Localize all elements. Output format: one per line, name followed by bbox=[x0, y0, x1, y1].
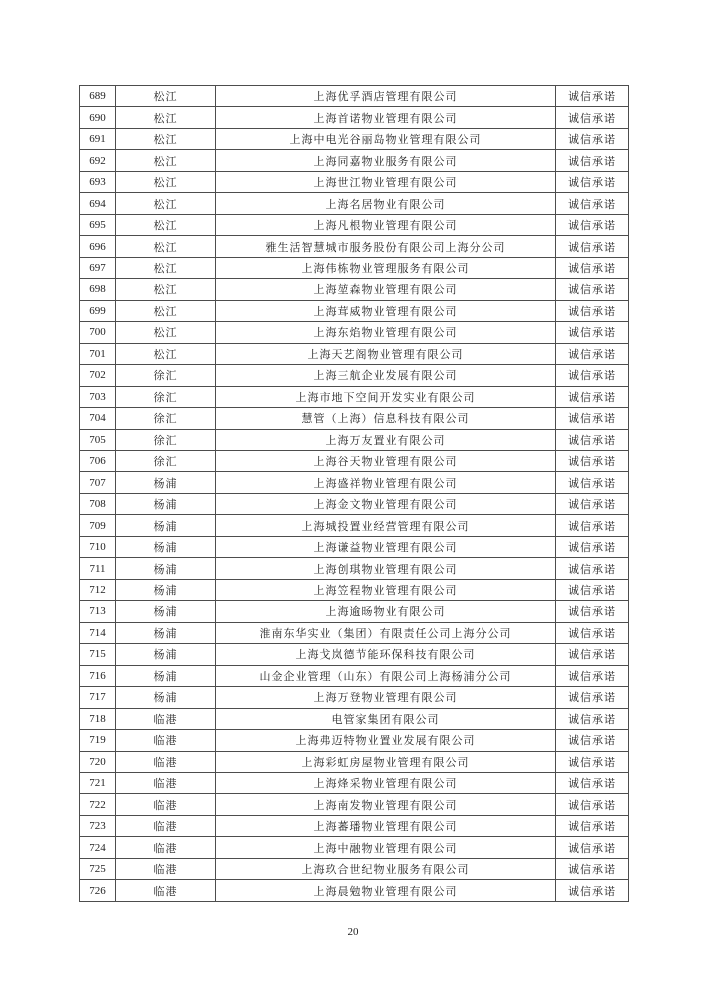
cell-district: 徐汇 bbox=[116, 450, 216, 471]
cell-company: 上海创琪物业管理有限公司 bbox=[216, 558, 556, 579]
cell-status: 诚信承诺 bbox=[556, 493, 629, 514]
cell-no: 718 bbox=[80, 708, 116, 729]
cell-company: 淮南东华实业（集团）有限责任公司上海分公司 bbox=[216, 622, 556, 643]
cell-status: 诚信承诺 bbox=[556, 622, 629, 643]
table-row bbox=[80, 644, 629, 665]
cell-no: 695 bbox=[80, 214, 116, 235]
table-row bbox=[80, 601, 629, 622]
cell-no: 710 bbox=[80, 536, 116, 557]
cell-no: 723 bbox=[80, 815, 116, 836]
cell-status: 诚信承诺 bbox=[556, 429, 629, 450]
cell-status: 诚信承诺 bbox=[556, 794, 629, 815]
cell-district: 松江 bbox=[116, 193, 216, 214]
table-row bbox=[80, 107, 629, 128]
cell-no: 700 bbox=[80, 322, 116, 343]
cell-status: 诚信承诺 bbox=[556, 86, 629, 107]
cell-no: 725 bbox=[80, 858, 116, 879]
cell-status: 诚信承诺 bbox=[556, 815, 629, 836]
cell-status: 诚信承诺 bbox=[556, 708, 629, 729]
cell-district: 松江 bbox=[116, 257, 216, 278]
cell-company: 上海世江物业管理有限公司 bbox=[216, 171, 556, 192]
cell-no: 702 bbox=[80, 365, 116, 386]
cell-no: 726 bbox=[80, 880, 116, 902]
cell-district: 松江 bbox=[116, 300, 216, 321]
cell-no: 720 bbox=[80, 751, 116, 772]
table-row bbox=[80, 665, 629, 686]
table-row bbox=[80, 365, 629, 386]
cell-no: 693 bbox=[80, 171, 116, 192]
table-row bbox=[80, 880, 629, 902]
cell-district: 松江 bbox=[116, 343, 216, 364]
cell-district: 临港 bbox=[116, 708, 216, 729]
table-row bbox=[80, 773, 629, 794]
cell-district: 临港 bbox=[116, 751, 216, 772]
cell-status: 诚信承诺 bbox=[556, 880, 629, 902]
table-row bbox=[80, 472, 629, 493]
cell-company: 上海戈岚德节能环保科技有限公司 bbox=[216, 644, 556, 665]
cell-no: 719 bbox=[80, 730, 116, 751]
cell-no: 712 bbox=[80, 579, 116, 600]
table-row bbox=[80, 214, 629, 235]
cell-status: 诚信承诺 bbox=[556, 472, 629, 493]
cell-company: 电管家集团有限公司 bbox=[216, 708, 556, 729]
companies-table bbox=[79, 85, 629, 902]
cell-status: 诚信承诺 bbox=[556, 386, 629, 407]
cell-status: 诚信承诺 bbox=[556, 107, 629, 128]
table-row bbox=[80, 171, 629, 192]
cell-district: 杨浦 bbox=[116, 622, 216, 643]
companies-table-body bbox=[80, 86, 629, 902]
table-row bbox=[80, 579, 629, 600]
table-row bbox=[80, 386, 629, 407]
cell-district: 松江 bbox=[116, 322, 216, 343]
cell-district: 杨浦 bbox=[116, 687, 216, 708]
cell-company: 上海市地下空间开发实业有限公司 bbox=[216, 386, 556, 407]
cell-status: 诚信承诺 bbox=[556, 193, 629, 214]
cell-status: 诚信承诺 bbox=[556, 279, 629, 300]
cell-district: 杨浦 bbox=[116, 536, 216, 557]
table-row bbox=[80, 815, 629, 836]
cell-no: 692 bbox=[80, 150, 116, 171]
cell-status: 诚信承诺 bbox=[556, 322, 629, 343]
cell-no: 699 bbox=[80, 300, 116, 321]
cell-no: 716 bbox=[80, 665, 116, 686]
table-row bbox=[80, 493, 629, 514]
table-row bbox=[80, 257, 629, 278]
cell-district: 松江 bbox=[116, 236, 216, 257]
cell-no: 713 bbox=[80, 601, 116, 622]
cell-district: 杨浦 bbox=[116, 579, 216, 600]
cell-no: 698 bbox=[80, 279, 116, 300]
cell-no: 714 bbox=[80, 622, 116, 643]
cell-no: 689 bbox=[80, 86, 116, 107]
cell-company: 上海中融物业管理有限公司 bbox=[216, 837, 556, 858]
cell-company: 上海城投置业经营管理有限公司 bbox=[216, 515, 556, 536]
cell-company: 上海蕃璠物业管理有限公司 bbox=[216, 815, 556, 836]
cell-company: 上海优孚酒店管理有限公司 bbox=[216, 86, 556, 107]
table-row bbox=[80, 536, 629, 557]
table-row bbox=[80, 751, 629, 772]
table-row bbox=[80, 794, 629, 815]
cell-company: 上海万友置业有限公司 bbox=[216, 429, 556, 450]
cell-district: 临港 bbox=[116, 815, 216, 836]
cell-district: 徐汇 bbox=[116, 365, 216, 386]
cell-company: 上海弗迈特物业置业发展有限公司 bbox=[216, 730, 556, 751]
table-row bbox=[80, 343, 629, 364]
cell-status: 诚信承诺 bbox=[556, 365, 629, 386]
cell-company: 上海玖合世纪物业服务有限公司 bbox=[216, 858, 556, 879]
cell-status: 诚信承诺 bbox=[556, 751, 629, 772]
cell-company: 上海万登物业管理有限公司 bbox=[216, 687, 556, 708]
cell-no: 696 bbox=[80, 236, 116, 257]
cell-no: 690 bbox=[80, 107, 116, 128]
cell-company: 上海彩虹房屋物业管理有限公司 bbox=[216, 751, 556, 772]
table-row bbox=[80, 193, 629, 214]
cell-company: 上海凡根物业管理有限公司 bbox=[216, 214, 556, 235]
table-row bbox=[80, 450, 629, 471]
cell-no: 709 bbox=[80, 515, 116, 536]
cell-company: 上海谷天物业管理有限公司 bbox=[216, 450, 556, 471]
cell-status: 诚信承诺 bbox=[556, 837, 629, 858]
cell-district: 松江 bbox=[116, 150, 216, 171]
table-row bbox=[80, 86, 629, 107]
cell-no: 691 bbox=[80, 128, 116, 149]
cell-district: 松江 bbox=[116, 279, 216, 300]
cell-district: 杨浦 bbox=[116, 665, 216, 686]
cell-no: 701 bbox=[80, 343, 116, 364]
cell-no: 707 bbox=[80, 472, 116, 493]
cell-district: 徐汇 bbox=[116, 429, 216, 450]
cell-no: 708 bbox=[80, 493, 116, 514]
cell-company: 上海金文物业管理有限公司 bbox=[216, 493, 556, 514]
cell-status: 诚信承诺 bbox=[556, 687, 629, 708]
cell-district: 杨浦 bbox=[116, 472, 216, 493]
cell-district: 杨浦 bbox=[116, 515, 216, 536]
cell-company: 慧管（上海）信息科技有限公司 bbox=[216, 408, 556, 429]
cell-company: 山金企业管理（山东）有限公司上海杨浦分公司 bbox=[216, 665, 556, 686]
cell-company: 上海天艺阁物业管理有限公司 bbox=[216, 343, 556, 364]
cell-company: 上海中电光谷丽岛物业管理有限公司 bbox=[216, 128, 556, 149]
cell-company: 上海谦益物业管理有限公司 bbox=[216, 536, 556, 557]
cell-district: 临港 bbox=[116, 730, 216, 751]
cell-district: 松江 bbox=[116, 214, 216, 235]
cell-company: 上海同嘉物业服务有限公司 bbox=[216, 150, 556, 171]
cell-status: 诚信承诺 bbox=[556, 257, 629, 278]
cell-no: 724 bbox=[80, 837, 116, 858]
cell-district: 松江 bbox=[116, 86, 216, 107]
cell-company: 上海堃森物业管理有限公司 bbox=[216, 279, 556, 300]
cell-district: 徐汇 bbox=[116, 408, 216, 429]
cell-status: 诚信承诺 bbox=[556, 128, 629, 149]
cell-no: 722 bbox=[80, 794, 116, 815]
table-row bbox=[80, 558, 629, 579]
table-row bbox=[80, 837, 629, 858]
cell-company: 上海南发物业管理有限公司 bbox=[216, 794, 556, 815]
cell-status: 诚信承诺 bbox=[556, 515, 629, 536]
cell-status: 诚信承诺 bbox=[556, 214, 629, 235]
cell-district: 松江 bbox=[116, 128, 216, 149]
cell-district: 临港 bbox=[116, 880, 216, 902]
cell-status: 诚信承诺 bbox=[556, 236, 629, 257]
cell-company: 上海茸威物业管理有限公司 bbox=[216, 300, 556, 321]
cell-district: 徐汇 bbox=[116, 386, 216, 407]
cell-status: 诚信承诺 bbox=[556, 171, 629, 192]
cell-status: 诚信承诺 bbox=[556, 644, 629, 665]
cell-status: 诚信承诺 bbox=[556, 408, 629, 429]
cell-district: 杨浦 bbox=[116, 644, 216, 665]
cell-status: 诚信承诺 bbox=[556, 150, 629, 171]
table-row bbox=[80, 279, 629, 300]
cell-status: 诚信承诺 bbox=[556, 450, 629, 471]
cell-district: 杨浦 bbox=[116, 601, 216, 622]
cell-no: 715 bbox=[80, 644, 116, 665]
cell-company: 上海伟栋物业管理服务有限公司 bbox=[216, 257, 556, 278]
cell-district: 临港 bbox=[116, 773, 216, 794]
cell-no: 694 bbox=[80, 193, 116, 214]
cell-company: 上海盛祥物业管理有限公司 bbox=[216, 472, 556, 493]
cell-status: 诚信承诺 bbox=[556, 558, 629, 579]
cell-no: 705 bbox=[80, 429, 116, 450]
cell-status: 诚信承诺 bbox=[556, 536, 629, 557]
cell-district: 临港 bbox=[116, 858, 216, 879]
cell-no: 703 bbox=[80, 386, 116, 407]
cell-no: 704 bbox=[80, 408, 116, 429]
cell-no: 717 bbox=[80, 687, 116, 708]
cell-company: 上海晨勉物业管理有限公司 bbox=[216, 880, 556, 902]
cell-company: 上海烽采物业管理有限公司 bbox=[216, 773, 556, 794]
cell-company: 上海名居物业有限公司 bbox=[216, 193, 556, 214]
cell-district: 临港 bbox=[116, 837, 216, 858]
cell-company: 上海三航企业发展有限公司 bbox=[216, 365, 556, 386]
cell-no: 721 bbox=[80, 773, 116, 794]
cell-district: 杨浦 bbox=[116, 558, 216, 579]
table-row bbox=[80, 322, 629, 343]
cell-status: 诚信承诺 bbox=[556, 343, 629, 364]
cell-district: 松江 bbox=[116, 107, 216, 128]
cell-company: 上海首诺物业管理有限公司 bbox=[216, 107, 556, 128]
table-row bbox=[80, 150, 629, 171]
cell-status: 诚信承诺 bbox=[556, 665, 629, 686]
table-row bbox=[80, 128, 629, 149]
cell-company: 上海东焰物业管理有限公司 bbox=[216, 322, 556, 343]
cell-company: 雅生活智慧城市服务股份有限公司上海分公司 bbox=[216, 236, 556, 257]
cell-company: 上海笠程物业管理有限公司 bbox=[216, 579, 556, 600]
cell-company: 上海逾旸物业有限公司 bbox=[216, 601, 556, 622]
table-row bbox=[80, 858, 629, 879]
cell-status: 诚信承诺 bbox=[556, 858, 629, 879]
cell-district: 杨浦 bbox=[116, 493, 216, 514]
cell-no: 711 bbox=[80, 558, 116, 579]
cell-district: 临港 bbox=[116, 794, 216, 815]
table-row bbox=[80, 236, 629, 257]
table-row bbox=[80, 708, 629, 729]
cell-status: 诚信承诺 bbox=[556, 300, 629, 321]
table-row bbox=[80, 687, 629, 708]
cell-no: 697 bbox=[80, 257, 116, 278]
table-row bbox=[80, 622, 629, 643]
cell-status: 诚信承诺 bbox=[556, 601, 629, 622]
table-row bbox=[80, 515, 629, 536]
cell-status: 诚信承诺 bbox=[556, 730, 629, 751]
table-row bbox=[80, 300, 629, 321]
table-row bbox=[80, 730, 629, 751]
cell-status: 诚信承诺 bbox=[556, 773, 629, 794]
cell-district: 松江 bbox=[116, 171, 216, 192]
table-row bbox=[80, 429, 629, 450]
cell-status: 诚信承诺 bbox=[556, 579, 629, 600]
cell-no: 706 bbox=[80, 450, 116, 471]
page-number: 20 bbox=[347, 926, 359, 938]
table-row bbox=[80, 408, 629, 429]
